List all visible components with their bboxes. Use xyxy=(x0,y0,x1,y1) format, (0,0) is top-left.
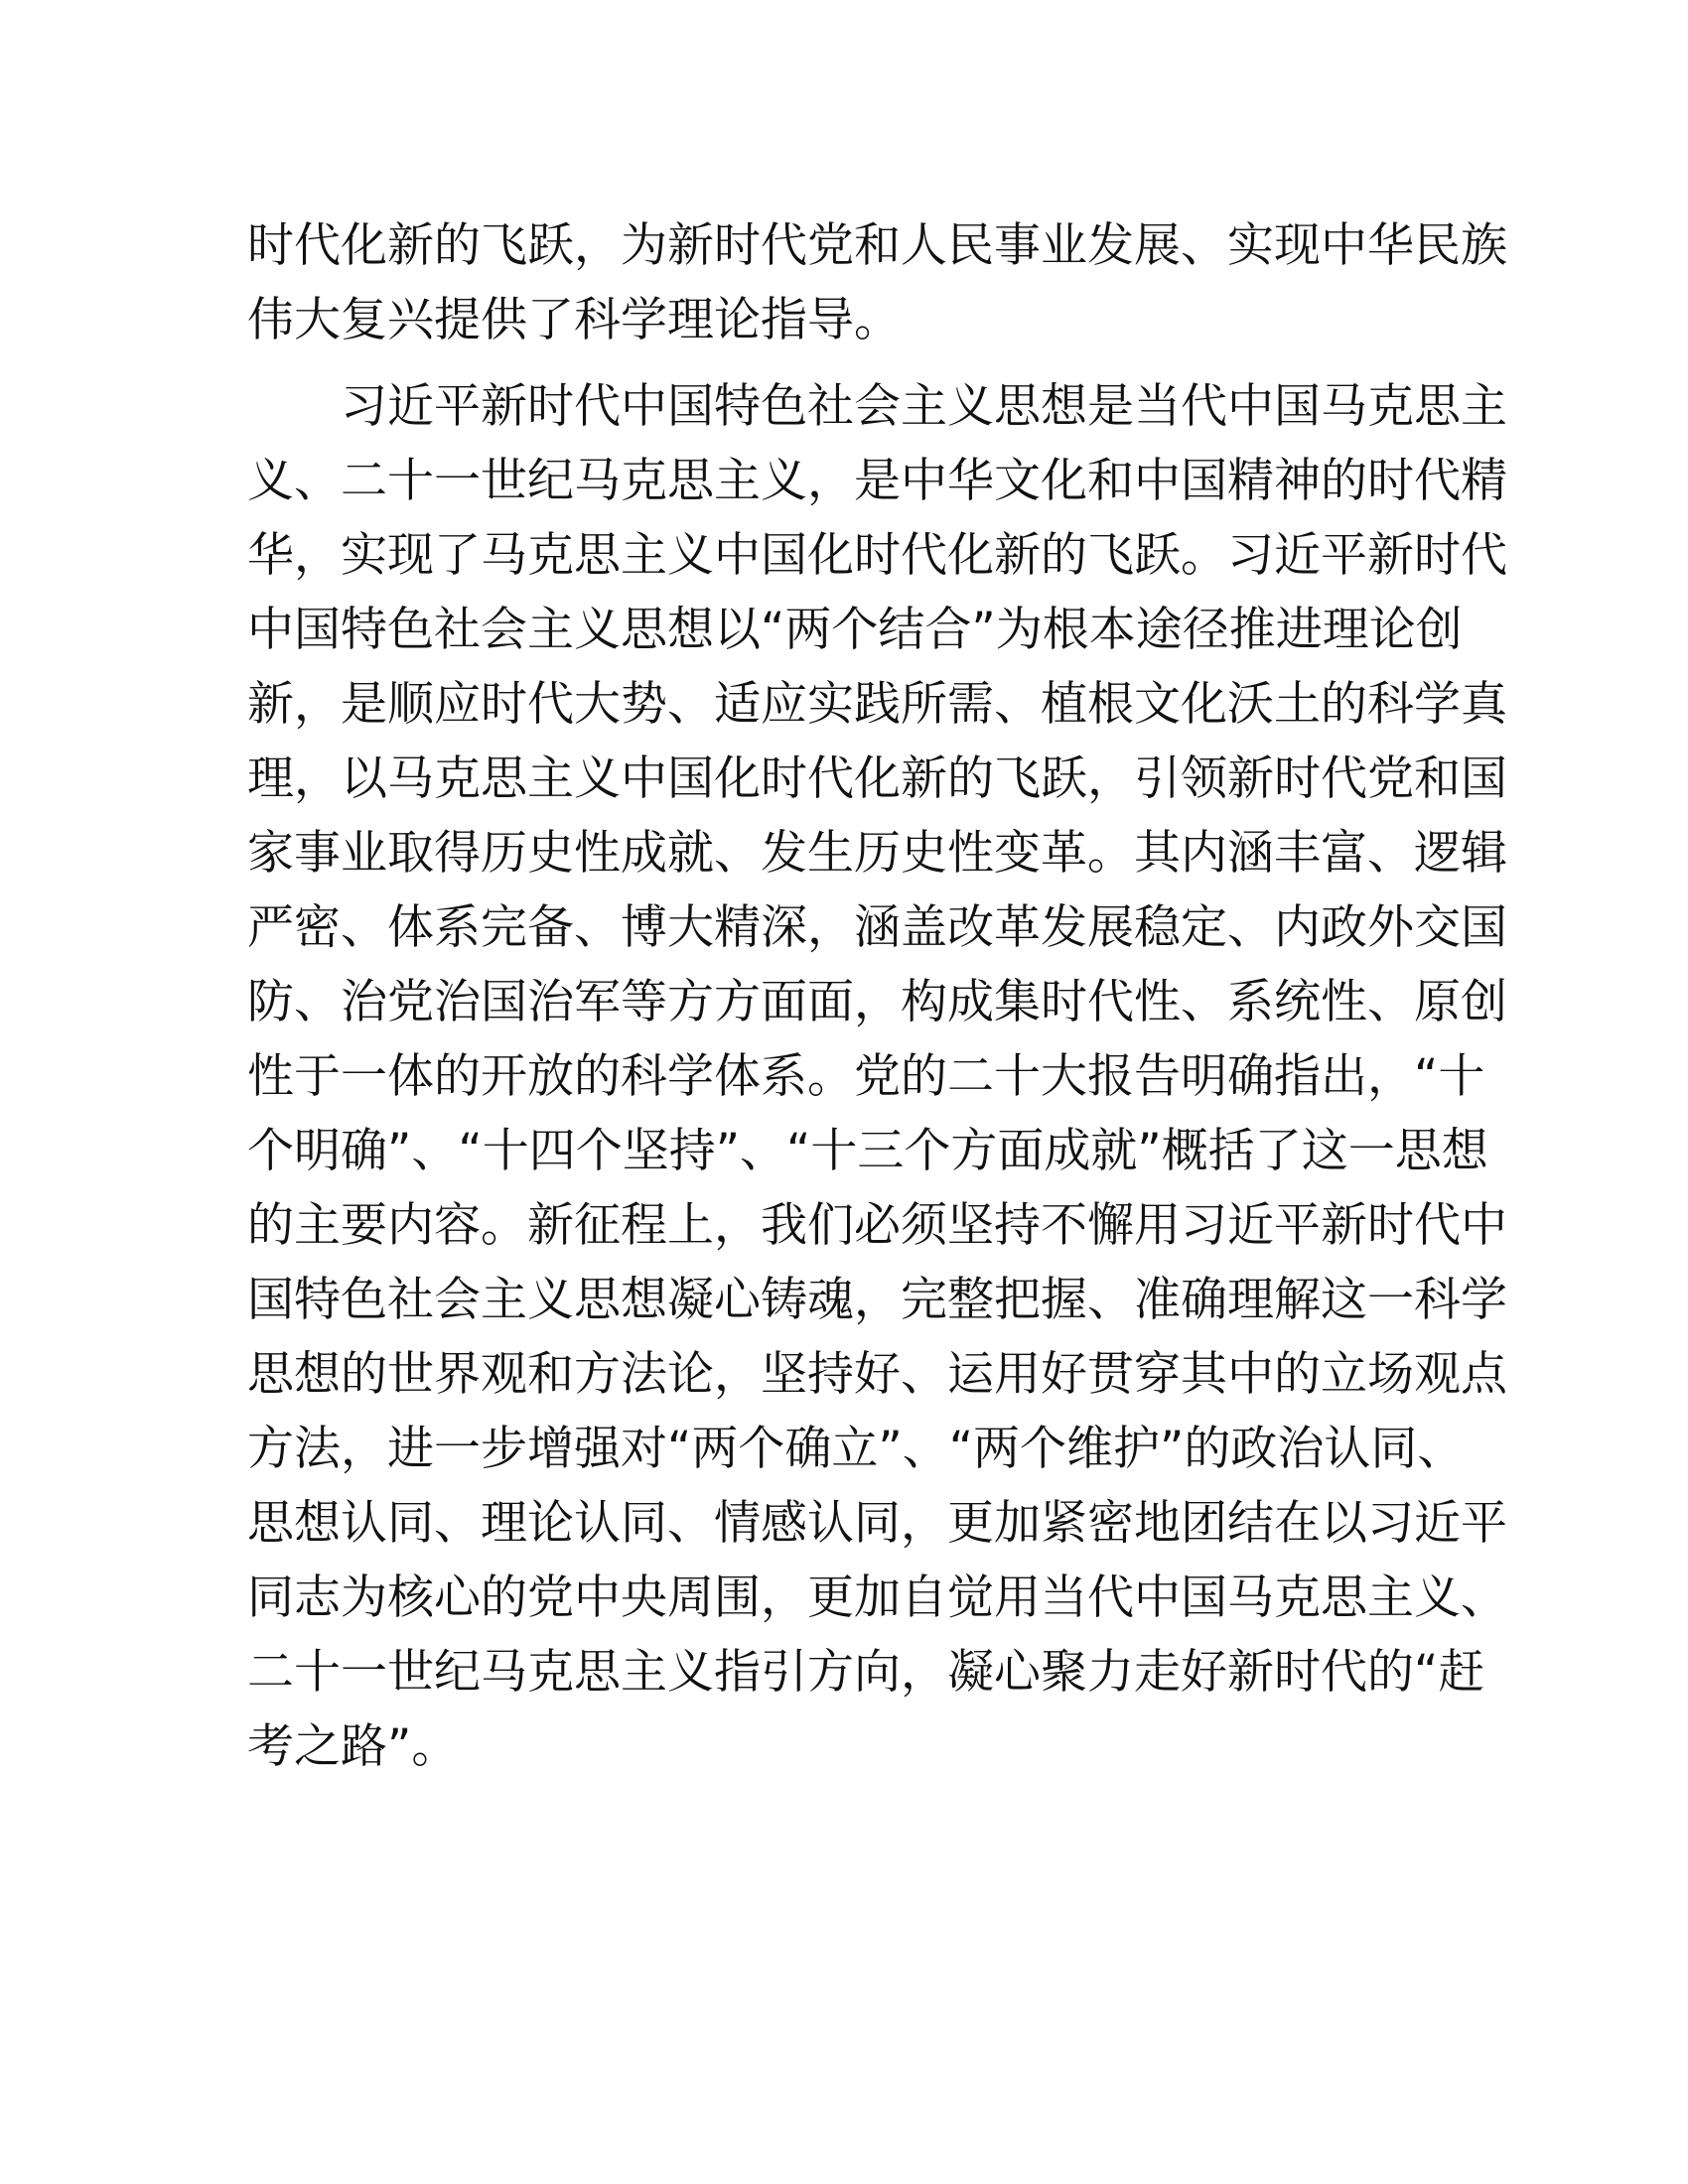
paragraph-continuation xyxy=(247,208,1507,357)
text-line: 国特色社会主义思想凝心铸魂，完整把握、准确理解这一科学 xyxy=(247,1273,1507,1327)
text-line: 严密、体系完备、博大精深，涵盖改革发展稳定、内政外交国 xyxy=(247,900,1507,955)
text-line: 考之路”。 xyxy=(247,1719,459,1774)
text-line: 二十一世纪马克思主义指引方向，凝心聚力走好新时代的“赶 xyxy=(247,1645,1485,1700)
text-line: 中国特色社会主义思想以“两个结合”为根本途径推进理论创 xyxy=(247,603,1463,657)
text-line: 思想认同、理论认同、情感认同，更加紧密地团结在以习近平 xyxy=(247,1496,1507,1551)
text-line: 性于一体的开放的科学体系。党的二十大报告明确指出，“十 xyxy=(247,1049,1485,1104)
text-line: 方法，进一步增强对“两个确立”、“两个维护”的政治认同、 xyxy=(247,1422,1465,1476)
text-line: 时代化新的飞跃，为新时代党和人民事业发展、实现中华民族 xyxy=(247,218,1507,273)
text-line: 伟大复兴提供了科学理论指导。 xyxy=(247,293,901,347)
text-line: 思想的世界观和方法论，坚持好、运用好贯穿其中的立场观点 xyxy=(247,1347,1507,1402)
paragraph-spacing xyxy=(247,357,1439,369)
text-line: 个明确”、“十四个坚持”、“十三个方面成就”概括了这一思想 xyxy=(247,1124,1488,1178)
text-line: 华，实现了马克思主义中国化时代化新的飞跃。习近平新时代 xyxy=(247,528,1507,583)
text-line: 防、治党治国治军等方方面面，构成集时代性、系统性、原创 xyxy=(247,975,1507,1029)
text-line: 习近平新时代中国特色社会主义思想是当代中国马克思主 xyxy=(341,379,1507,434)
text-line: 家事业取得历史性成就、发生历史性变革。其内涵丰富、逻辑 xyxy=(247,826,1507,881)
text-line: 新，是顺应时代大势、适应实践所需、植根文化沃土的科学真 xyxy=(247,677,1507,732)
body-text xyxy=(247,208,1507,1784)
text-line: 同志为核心的党中央周围，更加自觉用当代中国马克思主义、 xyxy=(247,1570,1507,1625)
text-line: 义、二十一世纪马克思主义，是中华文化和中国精神的时代精 xyxy=(247,454,1507,508)
text-line: 理，以马克思主义中国化时代化新的飞跃，引领新时代党和国 xyxy=(247,751,1507,806)
paragraph-main xyxy=(247,369,1507,1784)
text-line: 的主要内容。新征程上，我们必须坚持不懈用习近平新时代中 xyxy=(247,1198,1507,1253)
